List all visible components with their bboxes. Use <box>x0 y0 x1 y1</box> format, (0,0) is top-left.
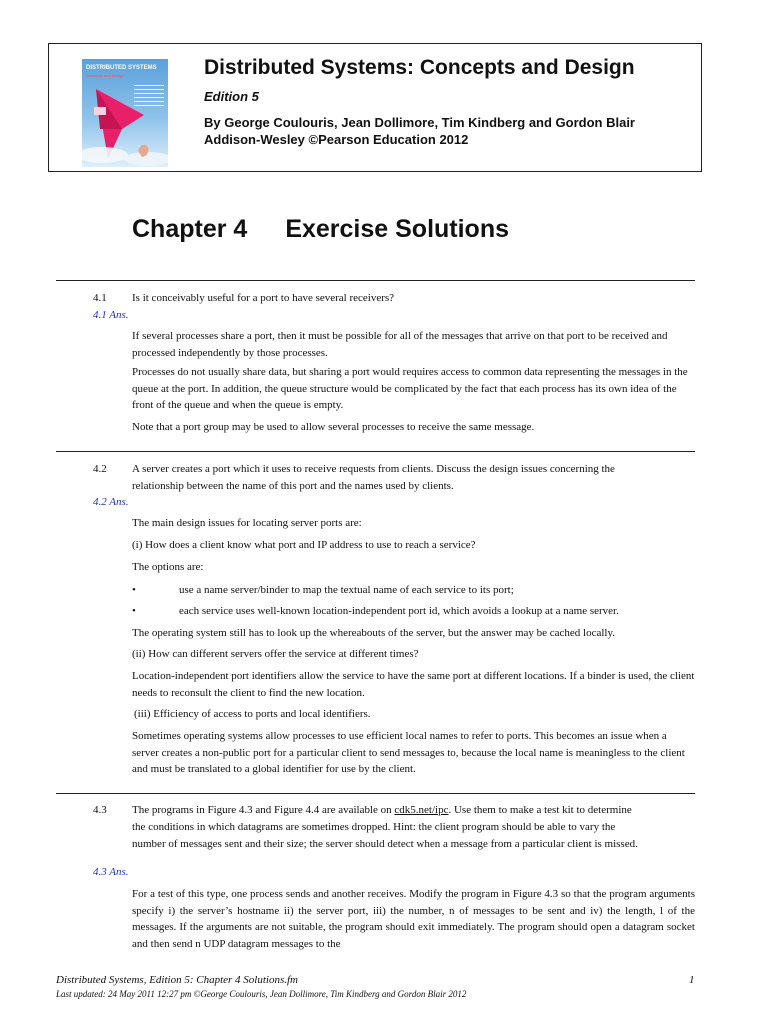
cover-title: DISTRIBUTED SYSTEMS <box>86 65 157 71</box>
exercise-number: 4.3 <box>93 804 107 816</box>
section-divider <box>56 451 695 452</box>
book-cover-image <box>82 59 168 167</box>
footer-copyright: Last updated: 24 May 2011 12:27 pm ©George Coulouris, Jean Dollimore, Tim Kindberg and Gordon Blair 2012 <box>56 989 467 999</box>
chapter-heading <box>132 215 509 244</box>
question-text: The programs in Figure 4.3 and Figure 4.4 are available on cdk5.net/ipc. Use them to make a test kit to determine the conditions in which datagrams are sometimes dropped. Hint: the client program should be able to vary the number of messages sent and their size; the server should detect when a message from a particular client is missed. <box>132 804 638 850</box>
answer-paragraph: (i) How does a client know what port and IP address to use to reach a service? <box>132 539 476 551</box>
answer-paragraph: Note that a port group may be used to allow several processes to receive the same message. <box>132 421 535 433</box>
book-header <box>48 43 702 172</box>
answer-paragraph: The options are: <box>132 561 204 573</box>
bullet-text: each service uses well-known location-independent port id, which avoids a lookup at a name server. <box>179 605 619 617</box>
exercise-number: 4.1 <box>93 292 107 304</box>
section-divider <box>56 793 695 794</box>
page-number: 1 <box>689 974 695 986</box>
chapter-title: Exercise Solutions <box>285 215 510 243</box>
exercise-number: 4.2 <box>93 463 107 475</box>
cover-author-lines <box>134 85 164 107</box>
answer-paragraph: The operating system still has to look up the whereabouts of the server, but the answer may be cached locally. <box>132 627 616 639</box>
bullet-icon: • <box>132 605 136 617</box>
cover-subtitle: Concepts and Design <box>86 73 125 78</box>
answer-paragraph: Processes do not usually share data, but sharing a port would requires access to common data representing the messages in the queue at the port. In addition, the queue structure would be complicated by the fact that each process has its own idea of the front of the queue and when the queue is empty. <box>132 366 688 411</box>
answer-label: 4.2 Ans. <box>93 496 129 508</box>
kite-icon <box>82 59 168 167</box>
edition-label: Edition 5 <box>204 89 259 104</box>
answer-paragraph: If several processes share a port, then it must be possible for all of the messages that arrive on that port to be received and processed independently by those processes. <box>132 330 668 359</box>
authors-line: By George Coulouris, Jean Dollimore, Tim Kindberg and Gordon Blair <box>204 115 635 130</box>
section-divider <box>56 280 695 281</box>
answer-paragraph: For a test of this type, one process sends and another receives. Modify the program in Figure 4.3 so that the program arguments specify i) the server’s hostname ii) the server port, iii) the number, n of messages to be sent and iv) the length, l of the messages. If the arguments are not suitable, the program should exit immediately. The program should open a datagram socket and then send n UDP datagram messages to the <box>132 888 695 950</box>
answer-label: 4.3 Ans. <box>93 866 129 878</box>
answer-label: 4.1 Ans. <box>93 309 129 321</box>
bullet-icon: • <box>132 584 136 596</box>
answer-paragraph: The main design issues for locating server ports are: <box>132 517 362 529</box>
answer-paragraph: (ii) How can different servers offer the service at different times? <box>132 648 419 660</box>
footer-document-name: Distributed Systems, Edition 5: Chapter 4 Solutions.fm <box>56 974 298 986</box>
publisher-line: Addison-Wesley ©Pearson Education 2012 <box>204 132 469 147</box>
bullet-text: use a name server/binder to map the textual name of each service to its port; <box>179 584 514 596</box>
book-title: Distributed Systems: Concepts and Design <box>204 56 635 79</box>
chapter-number: Chapter 4 <box>132 215 248 243</box>
answer-paragraph: (iii) Efficiency of access to ports and local identifiers. <box>134 708 371 720</box>
question-text: A server creates a port which it uses to receive requests from clients. Discuss the design issues concerning the relationship between the name of this port and the names used by clients. <box>132 463 615 492</box>
ipc-link[interactable]: cdk5.net/ipc <box>394 804 449 816</box>
answer-paragraph: Sometimes operating systems allow processes to use efficient local names to refer to ports. This becomes an issue when a server creates a non-public port for a particular client to send messages to, because the local name is meaningless to the client and must be translated to a global identifier for use by the client. <box>132 730 685 775</box>
answer-paragraph: Location-independent port identifiers allow the service to have the same port at different locations. If a binder is used, the client needs to reconsult the client to find the new location. <box>132 670 695 699</box>
question-text: Is it conceivably useful for a port to have several receivers? <box>132 292 395 304</box>
